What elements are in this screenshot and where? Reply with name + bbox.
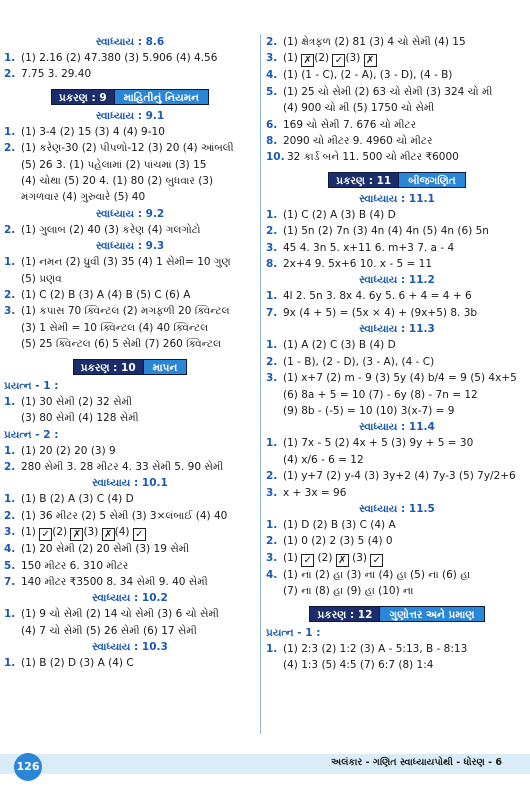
- answer-line: [4, 607, 256, 622]
- answer-line: [266, 134, 528, 149]
- question-number: 3.: [266, 551, 278, 564]
- question-number: 4.: [266, 568, 278, 581]
- answer-text: 45 4. 3n 5. x+11 6. m+3 7. a - 4: [283, 241, 455, 254]
- answer-line: [266, 118, 528, 133]
- answer-text: (3) 80 સેમી (4) 128 સેમી: [21, 412, 139, 425]
- answer-line: [4, 223, 256, 238]
- check-box-icon: ✓: [301, 554, 314, 567]
- answer-line: [266, 289, 528, 304]
- answer-text: 140 મીટર ₹3500 8. 34 સેમી 9. 40 સેમી: [21, 575, 208, 588]
- chapter-number: પ્રકરણ : 11: [328, 172, 399, 188]
- answer-line: [266, 642, 528, 657]
- answer-line: [266, 551, 528, 567]
- answer-line: [4, 624, 256, 639]
- question-number: 3.: [266, 486, 278, 499]
- answer-text: (1) A (2) C (3) B (4) D: [283, 339, 396, 352]
- answer-text: (1) B (2) A (3) C (4) D: [21, 493, 134, 506]
- question-number: 1.: [4, 52, 16, 64]
- right-column: [266, 34, 528, 674]
- answer-line: [4, 575, 256, 590]
- answer-line: [4, 492, 256, 507]
- chapter-title: માપન: [144, 359, 188, 375]
- chapter-banner: [4, 89, 256, 105]
- answer-line: [4, 158, 256, 173]
- exercise-heading: સ્વાધ્યાય : 10.3: [92, 641, 168, 654]
- answer-label: (4): [114, 526, 133, 539]
- question-number: 1.: [266, 642, 278, 655]
- answer-line: [4, 272, 256, 287]
- answer-text: 32 કાર્ડ બને 11. 500 ચો મીટર ₹6000: [287, 151, 459, 164]
- answer-label: (1): [283, 52, 302, 65]
- question-number: 3.: [4, 305, 16, 318]
- cross-box-icon: ✗: [301, 54, 314, 67]
- column-divider: [260, 34, 261, 734]
- answer-text: (1) 0 (2) 2 (3) 5 (4) 0: [283, 535, 393, 548]
- answer-text: (1) 30 સેમી (2) 32 સેમી: [21, 395, 132, 408]
- answer-text: (6) 8a + 5 = 10 (7) - 6y (8) - 7n = 12: [283, 388, 478, 401]
- answer-line: [4, 304, 256, 319]
- chapter-number: પ્રકરણ : 9: [51, 89, 115, 105]
- exercise-heading: સ્વાધ્યાય : 9.1: [95, 109, 165, 122]
- answer-text: (1) 7x - 5 (2) 4x + 5 (3) 9y + 5 = 30: [283, 437, 474, 450]
- question-number: 1.: [266, 339, 278, 352]
- chapter-banner: [4, 359, 256, 375]
- answer-text: 169 ચો સેમી 7. 676 ચો મીટર: [283, 118, 417, 131]
- answer-line: [4, 509, 256, 524]
- answer-text: (1) B (2) D (3) A (4) C: [21, 657, 134, 670]
- answer-line: [4, 411, 256, 426]
- answer-label: (2): [314, 551, 336, 564]
- check-box-icon: ✓: [133, 528, 146, 541]
- answer-text: (1) (1 - C), (2 - A), (3 - D), (4 - B): [283, 69, 453, 82]
- question-number: 1.: [4, 657, 16, 670]
- footer-title: અલંકાર - ગણિત સ્વાધ્યાયપોથી - ધોરણ - 6: [331, 757, 502, 768]
- question-number: 2.: [266, 470, 278, 483]
- check-box-icon: ✓: [370, 554, 383, 567]
- answer-line: [266, 453, 528, 468]
- answer-line: [266, 568, 528, 583]
- chapter-banner: [266, 606, 528, 622]
- question-number: 1.: [4, 395, 16, 408]
- answer-line: [266, 101, 528, 116]
- chapter-banner: [266, 172, 528, 188]
- answer-line: [4, 67, 256, 82]
- question-number: 1.: [4, 608, 16, 621]
- answer-line: [4, 460, 256, 475]
- answer-line: [4, 125, 256, 140]
- answer-line: [4, 174, 256, 189]
- answer-text: 150 મીટર 6. 310 મીટર: [21, 559, 129, 572]
- chapter-badge: [51, 89, 209, 105]
- answer-text: (1) 9 ચો સેમી (2) 14 ચો સેમી (3) 6 ચો સેમી: [21, 608, 219, 621]
- answer-label: (2): [52, 526, 71, 539]
- attempt-heading: પ્રયત્ન - 1 :: [4, 379, 59, 392]
- answer-line: [266, 371, 528, 386]
- answer-text: 2090 ચો મીટર 9. 4960 ચો મીટર: [283, 135, 433, 148]
- answer-text: 280 સેમી 3. 28 મીટર 4. 33 સેમી 5. 90 સેમી: [21, 460, 224, 473]
- exercise-heading: સ્વાધ્યાય : 10.1: [92, 477, 168, 490]
- check-box-icon: ✓: [332, 54, 345, 67]
- exercise-heading: સ્વાધ્યાય : 9.2: [95, 207, 165, 220]
- question-number: 2.: [266, 36, 278, 48]
- answer-text: (4) 900 ચો મી (5) 1750 ચો સેમી: [283, 102, 435, 115]
- question-number: 3.: [266, 52, 278, 65]
- answer-text: મંગળવાર (4) ગુરુવારે (5) 40: [21, 191, 146, 204]
- answer-line: [266, 338, 528, 353]
- answer-text: (1) y+7 (2) y-4 (3) 3y+2 (4) 7y-3 (5) 7y/2+6: [283, 470, 516, 483]
- chapter-badge: [309, 606, 484, 622]
- answer-text: (5) 26 3. (1) પહેલામાં (2) પાંચમાં (3) 15: [21, 158, 207, 171]
- answer-text: (7) ના (8) હા (9) હા (10) ના: [283, 585, 414, 598]
- question-number: 1.: [4, 125, 16, 138]
- answer-label: (2): [314, 52, 333, 65]
- answer-text: 4l 2. 5n 3. 8x 4. 6y 5. 6 + 4 = 4 + 6: [283, 290, 472, 303]
- exercise-heading: સ્વાધ્યાય : 8.6: [95, 36, 165, 48]
- answer-text: (1) 20 (2) 20 (3) 9: [21, 444, 116, 457]
- question-number: 6.: [266, 118, 278, 131]
- attempt-heading: પ્રયત્ન - 2 :: [4, 428, 59, 441]
- answer-line: [4, 542, 256, 557]
- answer-line: [4, 255, 256, 270]
- answer-text: (4) 7 ચો સેમી (5) 26 સેમી (6) 17 સેમી: [21, 624, 197, 637]
- chapter-number: પ્રકરણ : 10: [73, 359, 144, 375]
- answer-text: (3) 1 સેમી = 10 ક્વિન્ટલ (4) 40 ક્વિન્ટલ: [21, 321, 209, 334]
- answer-text: (1) ગુલાબ (2) 40 (3) કરેણ (4) ગલગોટો: [21, 223, 201, 236]
- question-number: 2.: [4, 223, 16, 236]
- question-number: 8.: [266, 258, 278, 271]
- answer-line: [4, 337, 256, 352]
- chapter-number: પ્રકરણ : 12: [309, 606, 380, 622]
- answer-text: (5) 25 ક્વિન્ટલ (6) 5 સેમી (7) 260 ક્વિન્ટલ: [21, 338, 222, 351]
- answer-text: (4) ચોથા (5) 20 4. (1) 80 (2) બુધવાર (3): [21, 175, 214, 188]
- question-number: 4.: [4, 543, 16, 556]
- attempt-heading: પ્રયત્ન - 1 :: [266, 626, 321, 639]
- answer-line: [266, 241, 528, 256]
- chapter-title: બીજગણિત: [399, 172, 466, 188]
- answer-text: (1) 2:3 (2) 1:2 (3) A - 5:13, B - 8:13: [283, 642, 468, 655]
- answer-label: (3): [345, 52, 364, 65]
- exercise-heading: સ્વાધ્યાય : 11.5: [359, 502, 435, 515]
- question-number: 1.: [266, 437, 278, 450]
- answer-text: (1) ના (2) હા (3) ના (4) હા (5) ના (6) હા: [283, 568, 471, 581]
- question-number: 7.: [4, 575, 16, 588]
- cross-box-icon: ✗: [336, 554, 349, 567]
- question-number: 5.: [4, 559, 16, 572]
- answer-line: [4, 190, 256, 205]
- question-number: 1.: [266, 290, 278, 303]
- question-number: 8.: [266, 135, 278, 148]
- exercise-heading: સ્વાધ્યાય : 11.1: [359, 192, 435, 205]
- question-number: 1.: [4, 256, 16, 269]
- answer-label: (3): [348, 551, 371, 564]
- answer-line: [266, 355, 528, 370]
- answer-line: [4, 444, 256, 459]
- exercise-heading: સ્વાધ્યાય : 10.2: [92, 592, 168, 605]
- answer-text: 7.75 3. 29.40: [21, 68, 92, 81]
- answer-text: (1) x+7 (2) m - 9 (3) 5y (4) b/4 = 9 (5) 4x+5: [283, 372, 517, 385]
- answer-line: [266, 306, 528, 321]
- answer-text: (5) પ્રણવ: [21, 272, 62, 285]
- question-number: 2.: [4, 460, 16, 473]
- answer-text: (1) 25 ચો સેમી (2) 63 ચો સેમી (3) 324 ચો મી: [283, 85, 493, 98]
- answer-line: [266, 404, 528, 419]
- answer-text: (9) 8b - (-5) = 10 (10) 3(x-7) = 9: [283, 404, 455, 417]
- answer-text: (1) 3-4 (2) 15 (3) 4 (4) 9-10: [21, 125, 165, 138]
- answer-line: [266, 35, 528, 50]
- answer-text: (1) 2.16 (2) 47.380 (3) 5.906 (4) 4.56: [21, 52, 218, 64]
- answer-line: [4, 288, 256, 303]
- chapter-title: ગુણોત્તર અને પ્રમાણ: [380, 606, 484, 622]
- left-column: [4, 34, 256, 673]
- answer-text: (1) નમન (2) ધ્રુવી (3) 35 (4) 1 સેમી= 10 ગુણ: [21, 256, 231, 269]
- answer-line: [266, 584, 528, 599]
- exercise-heading: સ્વાધ્યાય : 11.2: [359, 274, 435, 287]
- answer-line: [266, 208, 528, 223]
- answer-line: [266, 150, 528, 165]
- question-number: 4.: [266, 69, 278, 82]
- question-number: 5.: [266, 85, 278, 98]
- answer-text: (1) D (2) B (3) C (4) A: [283, 518, 396, 531]
- cross-box-icon: ✗: [102, 528, 115, 541]
- answer-line: [4, 141, 256, 156]
- question-number: 1.: [266, 518, 278, 531]
- answer-text: (1 - B), (2 - D), (3 - A), (4 - C): [283, 355, 435, 368]
- answer-line: [4, 395, 256, 410]
- answer-line: [266, 51, 528, 67]
- answer-label: (1): [283, 551, 302, 564]
- question-number: 3.: [266, 241, 278, 254]
- answer-text: (1) કપાસ 70 ક્વિન્ટલ (2) મગફળી 20 ક્વિન્ટલ: [21, 305, 230, 318]
- answer-text: 2x+4 9. 5x+6 10. x - 5 = 11: [283, 258, 433, 271]
- answer-line: [266, 85, 528, 100]
- answer-line: [4, 525, 256, 541]
- answer-line: [266, 469, 528, 484]
- answer-text: (1) 20 સેમી (2) 20 સેમી (3) 19 સેમી: [21, 543, 190, 556]
- answer-label: (1): [21, 526, 40, 539]
- answer-line: [4, 321, 256, 336]
- cross-box-icon: ✗: [70, 528, 83, 541]
- answer-text: (1) કરેણ-30 (2) પીપળો-12 (3) 20 (4) આંબલી: [21, 142, 234, 155]
- page-footer: [0, 744, 530, 795]
- answer-text: (4) x/6 - 6 = 12: [283, 453, 364, 466]
- exercise-heading: સ્વાધ્યાય : 9.3: [95, 240, 165, 253]
- answer-line: [266, 224, 528, 239]
- answer-text: (4) 1:3 (5) 4:5 (7) 6:7 (8) 1:4: [283, 658, 434, 671]
- answer-line: [266, 486, 528, 501]
- question-number: 1.: [4, 444, 16, 457]
- exercise-heading: સ્વાધ્યાય : 11.3: [359, 323, 435, 336]
- answer-text: (1) C (2) B (3) A (4) B (5) C (6) A: [21, 289, 191, 302]
- question-number: 2.: [4, 509, 16, 522]
- question-number: 1.: [266, 208, 278, 221]
- answer-line: [266, 388, 528, 403]
- question-number: 2.: [4, 68, 16, 81]
- check-box-icon: ✓: [39, 528, 52, 541]
- question-number: 10.: [266, 151, 285, 164]
- question-number: 3.: [266, 372, 278, 385]
- chapter-badge: [328, 172, 465, 188]
- answer-line: [266, 658, 528, 673]
- answer-text: (1) 36 મીટર (2) 5 સેમી (3) 3×લંબાઈ (4) 40: [21, 509, 228, 522]
- question-number: 2.: [4, 289, 16, 302]
- chapter-title: માહિતીનું નિયમન: [115, 89, 209, 105]
- answer-label: (3): [83, 526, 102, 539]
- chapter-badge: [73, 359, 188, 375]
- answer-text: (1) C (2) A (3) B (4) D: [283, 208, 396, 221]
- question-number: 2.: [266, 225, 278, 238]
- answer-text: x + 3x = 96: [283, 486, 347, 499]
- answer-line: [266, 257, 528, 272]
- question-number: 2.: [4, 142, 16, 155]
- answer-text: (1) 5n (2) 7n (3) 4n (4) 4n (5) 4n (6) 5n: [283, 225, 489, 238]
- question-number: 1.: [4, 493, 16, 506]
- question-number: 2.: [266, 535, 278, 548]
- answer-line: [4, 51, 256, 66]
- question-number: 7.: [266, 306, 278, 319]
- answer-line: [4, 559, 256, 574]
- question-number: 2.: [266, 355, 278, 368]
- answer-line: [4, 656, 256, 671]
- page-number: 126: [14, 753, 42, 781]
- exercise-heading: સ્વાધ્યાય : 11.4: [359, 421, 435, 434]
- answer-line: [266, 68, 528, 83]
- answer-line: [266, 436, 528, 451]
- answer-text: 9x (4 + 5) = (5x × 4) + (9x+5) 8. 3b: [283, 306, 478, 319]
- cross-box-icon: ✗: [364, 54, 377, 67]
- answer-line: [266, 518, 528, 533]
- answer-text: (1) ક્ષેત્રફળ (2) 81 (3) 4 ચો સેમી (4) 15: [283, 36, 466, 48]
- question-number: 3.: [4, 526, 16, 539]
- answer-line: [266, 534, 528, 549]
